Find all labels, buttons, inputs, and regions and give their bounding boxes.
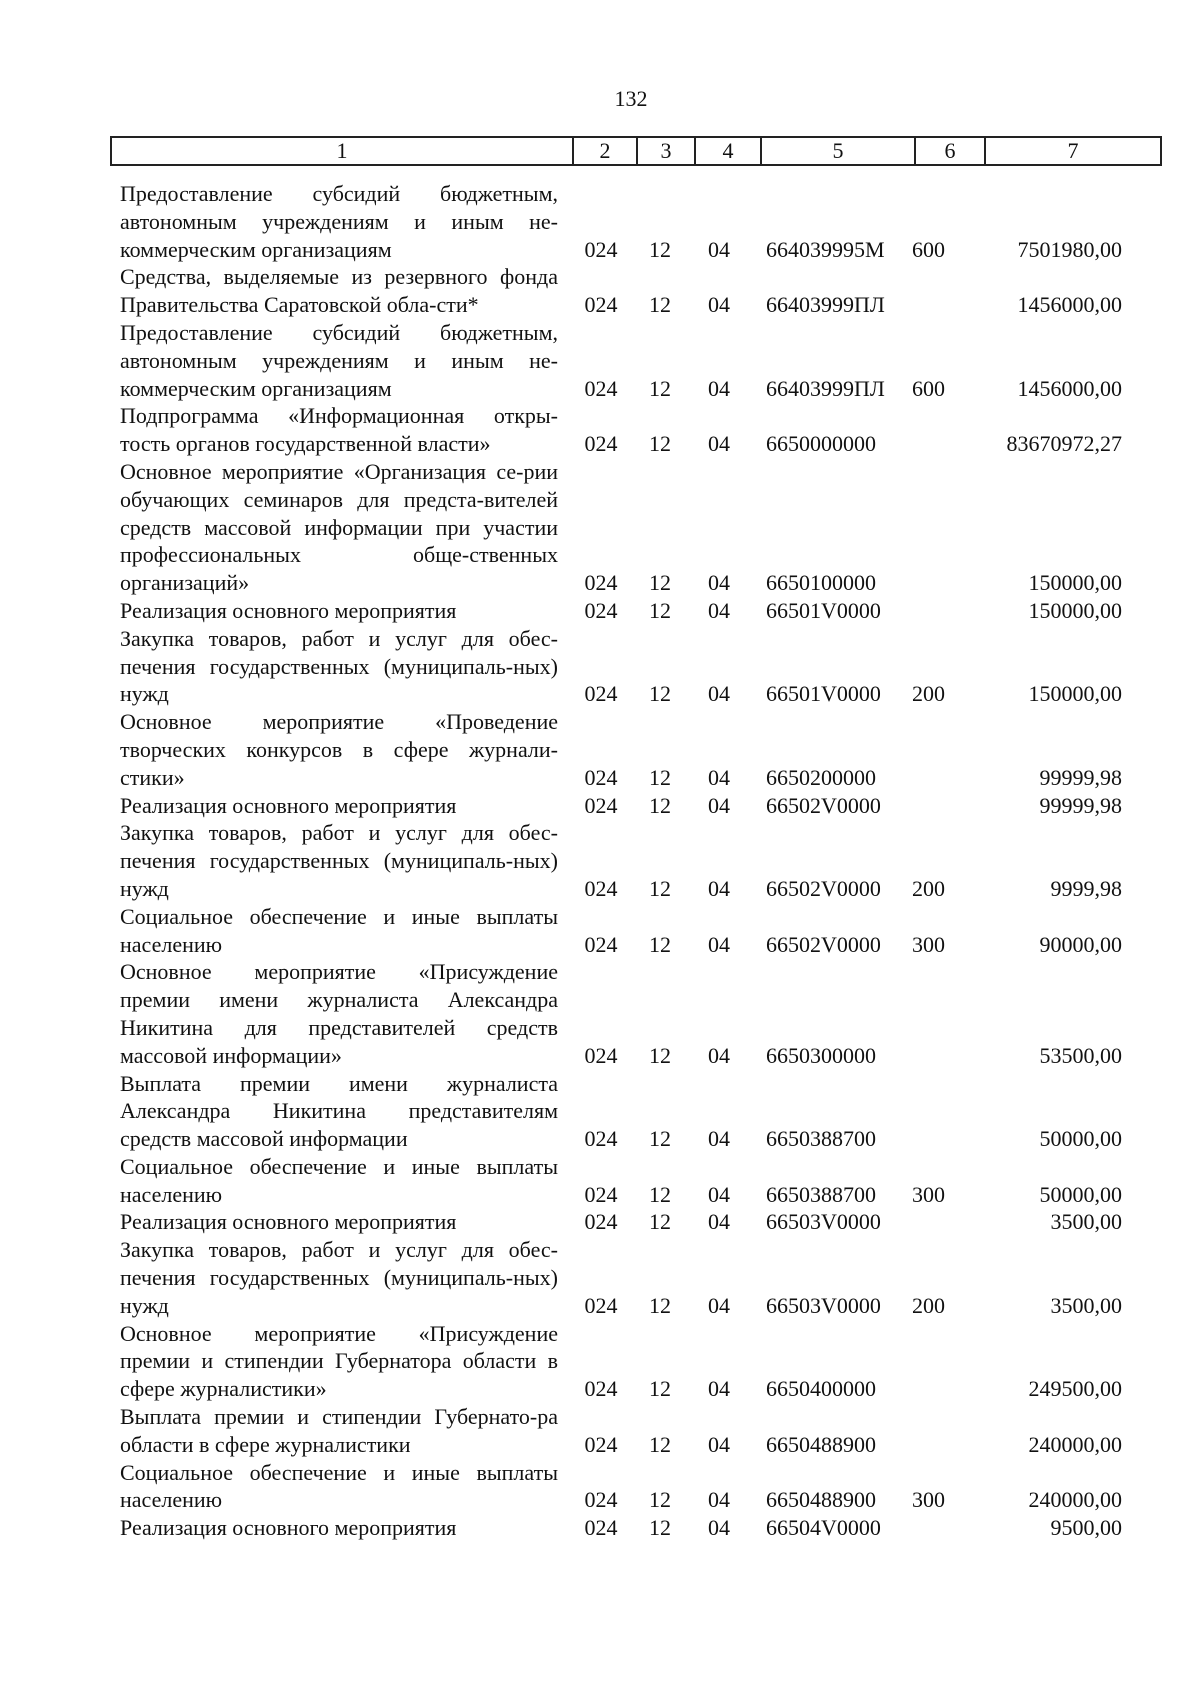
row-name: Предоставление субсидий бюджетным, автономным учреждениям и иным не-коммерческим организациям <box>120 181 558 262</box>
row-expense-type: 200 <box>912 1292 945 1318</box>
row-name: Реализация основного мероприятия <box>120 792 457 818</box>
row-subsection: 04 <box>708 375 730 401</box>
row-section: 12 <box>649 1376 671 1402</box>
row-target-article: 6650300000 <box>766 1042 876 1068</box>
row-subsection: 04 <box>708 1209 730 1235</box>
row-ministry-code: 024 <box>584 1376 618 1402</box>
row-amount: 7501980,00 <box>1017 236 1122 262</box>
row-subsection: 04 <box>708 431 730 457</box>
row-amount: 99999,98 <box>1039 792 1122 818</box>
row-amount: 3500,00 <box>1050 1209 1122 1235</box>
row-amount: 99999,98 <box>1039 764 1122 790</box>
row-name: Основное мероприятие «Присуждение премии и стипендии Губернатора области в сфере журналистики» <box>120 1320 558 1402</box>
header-col-4: 4 <box>696 138 762 164</box>
row-ministry-code: 024 <box>584 1209 618 1235</box>
table-row <box>120 1403 1170 1459</box>
row-amount: 50000,00 <box>1039 1126 1122 1152</box>
row-target-article: 66501V0000 <box>766 597 881 623</box>
table-header <box>110 136 1162 166</box>
table-row <box>120 708 1170 791</box>
table-row <box>120 903 1170 959</box>
table-row <box>120 1320 1170 1403</box>
row-ministry-code: 024 <box>584 792 618 818</box>
row-expense-type: 300 <box>912 931 945 957</box>
row-name: Реализация основного мероприятия <box>120 597 457 623</box>
row-amount: 53500,00 <box>1039 1042 1122 1068</box>
row-section: 12 <box>649 764 671 790</box>
header-col-5: 5 <box>762 138 916 164</box>
row-subsection: 04 <box>708 1431 730 1457</box>
row-subsection: 04 <box>708 792 730 818</box>
row-ministry-code: 024 <box>584 375 618 401</box>
row-target-article: 6650388700 <box>766 1126 876 1152</box>
row-amount: 9500,00 <box>1050 1515 1122 1541</box>
row-subsection: 04 <box>708 681 730 707</box>
row-section: 12 <box>649 597 671 623</box>
row-section: 12 <box>649 1292 671 1318</box>
row-amount: 1456000,00 <box>1017 375 1122 401</box>
budget-table-body <box>120 180 1170 1542</box>
row-section: 12 <box>649 1515 671 1541</box>
row-section: 12 <box>649 1431 671 1457</box>
table-row <box>120 1153 1170 1209</box>
row-section: 12 <box>649 570 671 596</box>
row-section: 12 <box>649 292 671 318</box>
row-target-article: 664039995M <box>766 236 885 262</box>
row-name: Социальное обеспечение и иные выплаты населению <box>120 1459 558 1513</box>
table-row <box>120 180 1170 263</box>
table-row <box>120 958 1170 1069</box>
row-subsection: 04 <box>708 1126 730 1152</box>
row-subsection: 04 <box>708 1487 730 1513</box>
row-name: Основное мероприятие «Присуждение премии имени журналиста Александра Никитина для представителей средств массовой информации» <box>120 959 558 1068</box>
row-ministry-code: 024 <box>584 292 618 318</box>
row-amount: 249500,00 <box>1028 1376 1122 1402</box>
row-subsection: 04 <box>708 931 730 957</box>
row-name: Основное мероприятие «Проведение творческих конкурсов в сфере журнали-стики» <box>120 709 558 790</box>
row-subsection: 04 <box>708 1042 730 1068</box>
row-expense-type: 300 <box>912 1181 945 1207</box>
table-row <box>120 319 1170 402</box>
table-row <box>120 402 1170 458</box>
row-subsection: 04 <box>708 1292 730 1318</box>
row-name: Закупка товаров, работ и услуг для обес-печения государственных (муниципаль-ных) нужд <box>120 1237 558 1318</box>
header-col-3: 3 <box>638 138 696 164</box>
row-target-article: 66403999ПЛ <box>766 292 885 318</box>
row-name: Подпрограмма «Информационная откры-тость органов государственной власти» <box>120 403 558 457</box>
row-subsection: 04 <box>708 570 730 596</box>
table-row <box>120 597 1170 625</box>
header-col-6: 6 <box>916 138 986 164</box>
row-amount: 50000,00 <box>1039 1181 1122 1207</box>
row-target-article: 6650388700 <box>766 1181 876 1207</box>
row-target-article: 66503V0000 <box>766 1292 881 1318</box>
row-amount: 240000,00 <box>1028 1487 1122 1513</box>
table-row <box>120 1514 1170 1542</box>
header-col-1: 1 <box>112 138 574 164</box>
row-ministry-code: 024 <box>584 1487 618 1513</box>
row-name: Реализация основного мероприятия <box>120 1209 457 1235</box>
row-amount: 9999,98 <box>1050 875 1122 901</box>
row-subsection: 04 <box>708 1515 730 1541</box>
row-amount: 150000,00 <box>1028 570 1122 596</box>
row-target-article: 6650488900 <box>766 1431 876 1457</box>
row-amount: 150000,00 <box>1028 597 1122 623</box>
row-subsection: 04 <box>708 292 730 318</box>
row-section: 12 <box>649 375 671 401</box>
row-ministry-code: 024 <box>584 1181 618 1207</box>
row-name: Средства, выделяемые из резервного фонда Правительства Саратовской обла-сти* <box>120 264 558 318</box>
row-subsection: 04 <box>708 1376 730 1402</box>
row-amount: 150000,00 <box>1028 681 1122 707</box>
row-target-article: 6650100000 <box>766 570 876 596</box>
table-row <box>120 819 1170 902</box>
row-target-article: 6650488900 <box>766 1487 876 1513</box>
row-section: 12 <box>649 1126 671 1152</box>
row-ministry-code: 024 <box>584 431 618 457</box>
row-target-article: 6650000000 <box>766 431 876 457</box>
row-name: Социальное обеспечение и иные выплаты населению <box>120 1153 558 1207</box>
row-section: 12 <box>649 236 671 262</box>
row-ministry-code: 024 <box>584 875 618 901</box>
table-row <box>120 263 1170 319</box>
table-row <box>120 458 1170 597</box>
header-col-7: 7 <box>1067 138 1079 163</box>
row-ministry-code: 024 <box>584 1431 618 1457</box>
row-amount: 90000,00 <box>1039 931 1122 957</box>
row-target-article: 66501V0000 <box>766 681 881 707</box>
row-name: Основное мероприятие «Организация се-рии обучающих семинаров для предста-вителей средств массовой информации при участии профессиональных обще-ственных организаций» <box>120 458 558 596</box>
row-target-article: 66504V0000 <box>766 1515 881 1541</box>
row-amount: 83670972,27 <box>1006 431 1122 457</box>
row-name: Реализация основного мероприятия <box>120 1515 457 1541</box>
row-expense-type: 300 <box>912 1487 945 1513</box>
row-section: 12 <box>649 1209 671 1235</box>
row-section: 12 <box>649 681 671 707</box>
row-subsection: 04 <box>708 875 730 901</box>
row-section: 12 <box>649 1487 671 1513</box>
table-row <box>120 1208 1170 1236</box>
row-target-article: 6650200000 <box>766 764 876 790</box>
row-ministry-code: 024 <box>584 931 618 957</box>
row-expense-type: 600 <box>912 236 945 262</box>
row-name: Предоставление субсидий бюджетным, автономным учреждениям и иным не-коммерческим организациям <box>120 319 558 401</box>
row-name: Выплата премии и стипендии Губернато-ра области в сфере журналистики <box>120 1404 558 1457</box>
row-ministry-code: 024 <box>584 1042 618 1068</box>
row-ministry-code: 024 <box>584 681 618 707</box>
table-row <box>120 1070 1170 1153</box>
row-target-article: 66503V0000 <box>766 1209 881 1235</box>
row-expense-type: 200 <box>912 875 945 901</box>
row-ministry-code: 024 <box>584 570 618 596</box>
row-ministry-code: 024 <box>584 1126 618 1152</box>
row-subsection: 04 <box>708 1181 730 1207</box>
table-row <box>120 792 1170 820</box>
row-ministry-code: 024 <box>584 1292 618 1318</box>
row-ministry-code: 024 <box>584 1515 618 1541</box>
row-section: 12 <box>649 875 671 901</box>
header-col-2: 2 <box>574 138 638 164</box>
table-row <box>120 1459 1170 1515</box>
row-section: 12 <box>649 1181 671 1207</box>
row-section: 12 <box>649 931 671 957</box>
row-amount: 3500,00 <box>1050 1292 1122 1318</box>
row-name: Социальное обеспечение и иные выплаты населению <box>120 903 558 957</box>
row-section: 12 <box>649 1042 671 1068</box>
row-target-article: 66502V0000 <box>766 931 881 957</box>
row-ministry-code: 024 <box>584 236 618 262</box>
row-target-article: 66502V0000 <box>766 792 881 818</box>
row-ministry-code: 024 <box>584 764 618 790</box>
row-section: 12 <box>649 792 671 818</box>
row-expense-type: 200 <box>912 681 945 707</box>
row-section: 12 <box>649 431 671 457</box>
row-target-article: 66403999ПЛ <box>766 375 885 401</box>
row-subsection: 04 <box>708 236 730 262</box>
row-name: Выплата премии имени журналиста Александра Никитина представителям средств массовой информации <box>120 1070 558 1152</box>
row-amount: 1456000,00 <box>1017 292 1122 318</box>
row-subsection: 04 <box>708 597 730 623</box>
row-subsection: 04 <box>708 764 730 790</box>
row-name: Закупка товаров, работ и услуг для обес-печения государственных (муниципаль-ных) нужд <box>120 820 558 901</box>
row-expense-type: 600 <box>912 375 945 401</box>
row-amount: 240000,00 <box>1028 1431 1122 1457</box>
row-target-article: 6650400000 <box>766 1376 876 1402</box>
table-row <box>120 625 1170 708</box>
row-name: Закупка товаров, работ и услуг для обес-печения государственных (муниципаль-ных) нужд <box>120 625 558 707</box>
page-number: 132 <box>614 86 648 111</box>
row-ministry-code: 024 <box>584 597 618 623</box>
table-row <box>120 1236 1170 1319</box>
row-target-article: 66502V0000 <box>766 875 881 901</box>
